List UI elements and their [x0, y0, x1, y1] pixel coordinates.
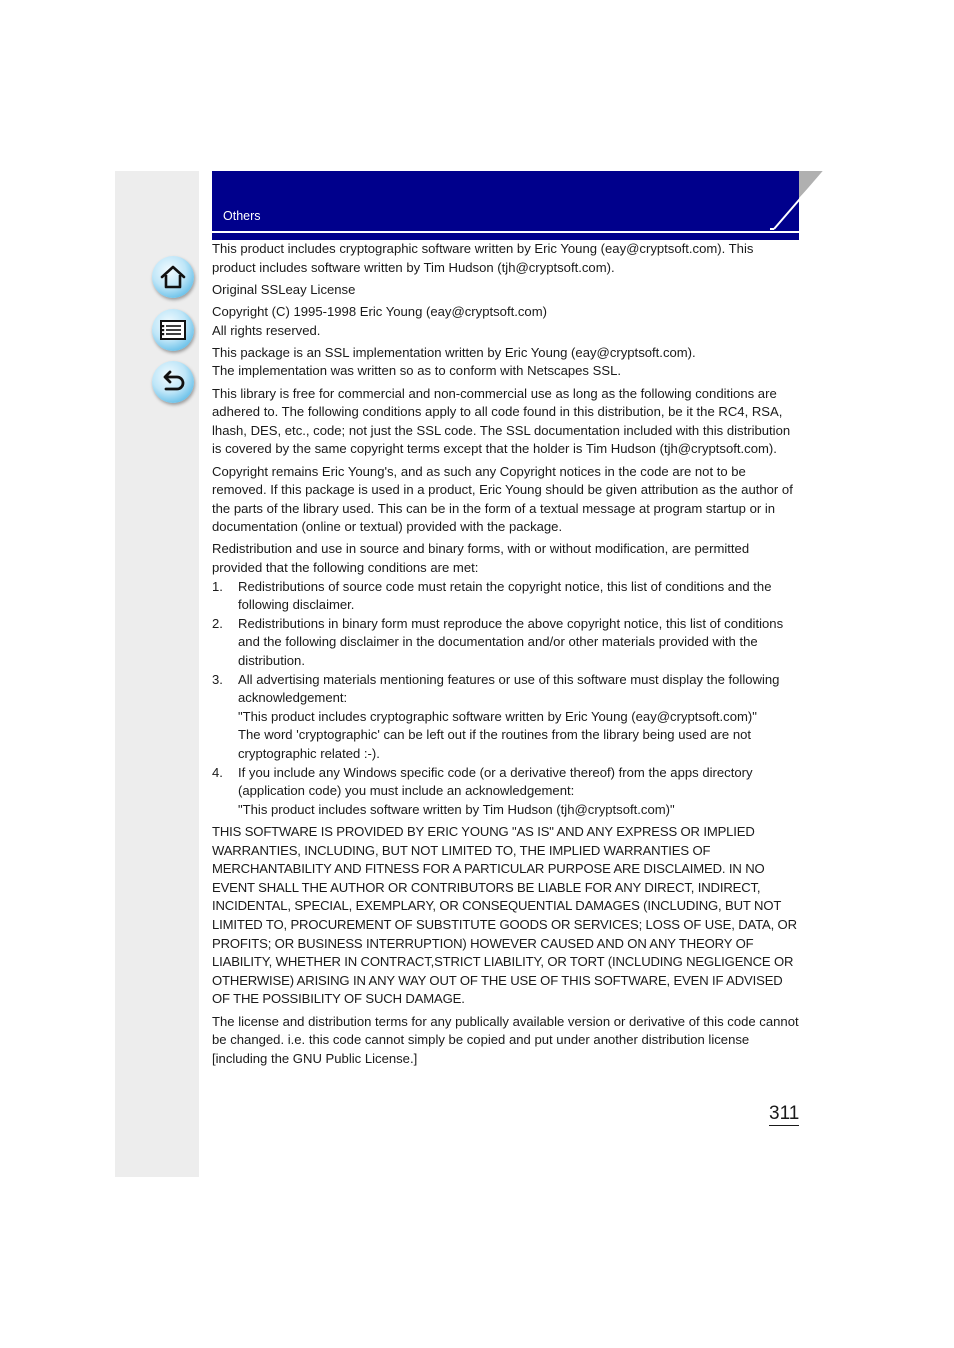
terms-paragraph: The license and distribution terms for any publically available version or derivative of this code cannot be changed. i.e. this code cannot simply be copied and put under another distribution license [including the GNU Public License.]: [212, 1013, 799, 1066]
implementation-paragraph: [212, 344, 800, 381]
list-number: 1.: [212, 578, 223, 594]
header-underline: [212, 231, 799, 233]
return-arrow-icon: [158, 367, 188, 397]
back-button[interactable]: [152, 361, 194, 403]
conditions-list: [212, 578, 800, 820]
header-corner-ornament: [770, 171, 824, 240]
redistribution-paragraph: Redistribution and use in source and binary forms, with or without modification, are permitted provided that the following conditions are met:: [212, 541, 750, 576]
page-number: 311: [769, 1103, 800, 1124]
list-text: All advertising materials mentioning features or use of this software must display the following acknowledgement:: [238, 671, 780, 706]
copyright-line: Copyright (C) 1995-1998 Eric Young (eay@cryptsoft.com): [212, 303, 547, 319]
implementation-line-1: This package is an SSL implementation written by Eric Young (eay@cryptsoft.com).: [212, 344, 696, 360]
list-item: [212, 578, 800, 615]
section-title: Others: [223, 209, 261, 223]
list-item: [212, 764, 800, 820]
list-number: 3.: [212, 671, 223, 687]
list-quote: "This product includes software written by Tim Hudson (tjh@cryptsoft.com)": [238, 801, 675, 817]
list-text: If you include any Windows specific code (or a derivative thereof) from the apps directory (application code) you must include an acknowledgement:: [238, 764, 753, 799]
section-header-band: [212, 171, 799, 240]
list-quote: "This product includes cryptographic software written by Eric Young (eay@cryptsoft.com)": [238, 708, 757, 724]
contents-button[interactable]: [152, 309, 194, 351]
list-extra: The word 'cryptographic' can be left out if the routines from the library being used are not cryptographic related :-).: [238, 727, 752, 761]
list-number: 2.: [212, 615, 223, 631]
license-text: [212, 240, 800, 1072]
disclaimer-paragraph: THIS SOFTWARE IS PROVIDED BY ERIC YOUNG "AS IS" AND ANY EXPRESS OR IMPLIED WARRANTIES, INCLUDING, BUT NOT LIMITED TO, THE IMPLIED WARRANTIES OF MERCHANTABILITY AND FITNESS FOR A PARTICULAR PURPOSE ARE DISCLAIMED. IN NO EVENT SHALL THE AUTHOR OR CONTRIBUTORS BE LIABLE FOR ANY DIRECT, INDIRECT, INCIDENTAL, SPECIAL, EXEMPLARY, OR CONSEQUENTIAL DAMAGES (INCLUDING, BUT NOT LIMITED TO, PROCUREMENT OF SUBSTITUTE GOODS OR SERVICES; LOSS OF USE, DATA, OR PROFITS; OR BUSINESS INTERRUPTION) HOWEVER CAUSED AND ON ANY THEORY OF LIABILITY, WHETHER IN CONTRACT,STRICT LIABILITY, OR TORT (INCLUDING NEGLIGENCE OR OTHERWISE) ARISING IN ANY WAY OUT OF THE USE OF THIS SOFTWARE, EVEN IF ADVISED OF THE POSSIBILITY OF SUCH DAMAGE.: [212, 823, 797, 1007]
attribution-paragraph: Copyright remains Eric Young's, and as such any Copyright notices in the code are not to be removed. If this package is used in a product, Eric Young should be given attribution as the author of the parts of the library used. This can be in the form of a textual message at program startup or in documentation (online or textual) provided with the package.: [212, 463, 793, 535]
intro-paragraph: This product includes cryptographic software written by Eric Young (eay@cryptsoft.com). This product includes software written by Tim Hudson (tjh@cryptsoft.com).: [212, 241, 754, 275]
copyright-paragraph: [212, 303, 800, 340]
list-icon: [158, 315, 188, 345]
list-item: [212, 615, 800, 671]
rights-line: All rights reserved.: [212, 322, 321, 338]
usage-paragraph: This library is free for commercial and non-commercial use as long as the following conditions are adhered to. The following conditions apply to all code found in this distribution, be it the RC4, RSA, lhash, DES, etc., code; not just the SSL code. The SSL documentation included with this distribution is covered by the same copyright terms except that the holder is Tim Hudson (tjh@cryptsoft.com).: [212, 385, 791, 457]
home-button[interactable]: [152, 256, 194, 298]
list-item: [212, 671, 800, 764]
list-text: Redistributions of source code must retain the copyright notice, this list of conditions and the following disclaimer.: [238, 578, 772, 613]
home-icon: [158, 262, 188, 292]
list-text: Redistributions in binary form must reproduce the above copyright notice, this list of conditions and the following disclaimer in the documentation and/or other materials provided with the distribution.: [238, 615, 784, 669]
implementation-line-2: The implementation was written so as to conform with Netscapes SSL.: [212, 363, 621, 379]
license-heading: Original SSLeay License: [212, 281, 356, 297]
list-number: 4.: [212, 764, 223, 780]
